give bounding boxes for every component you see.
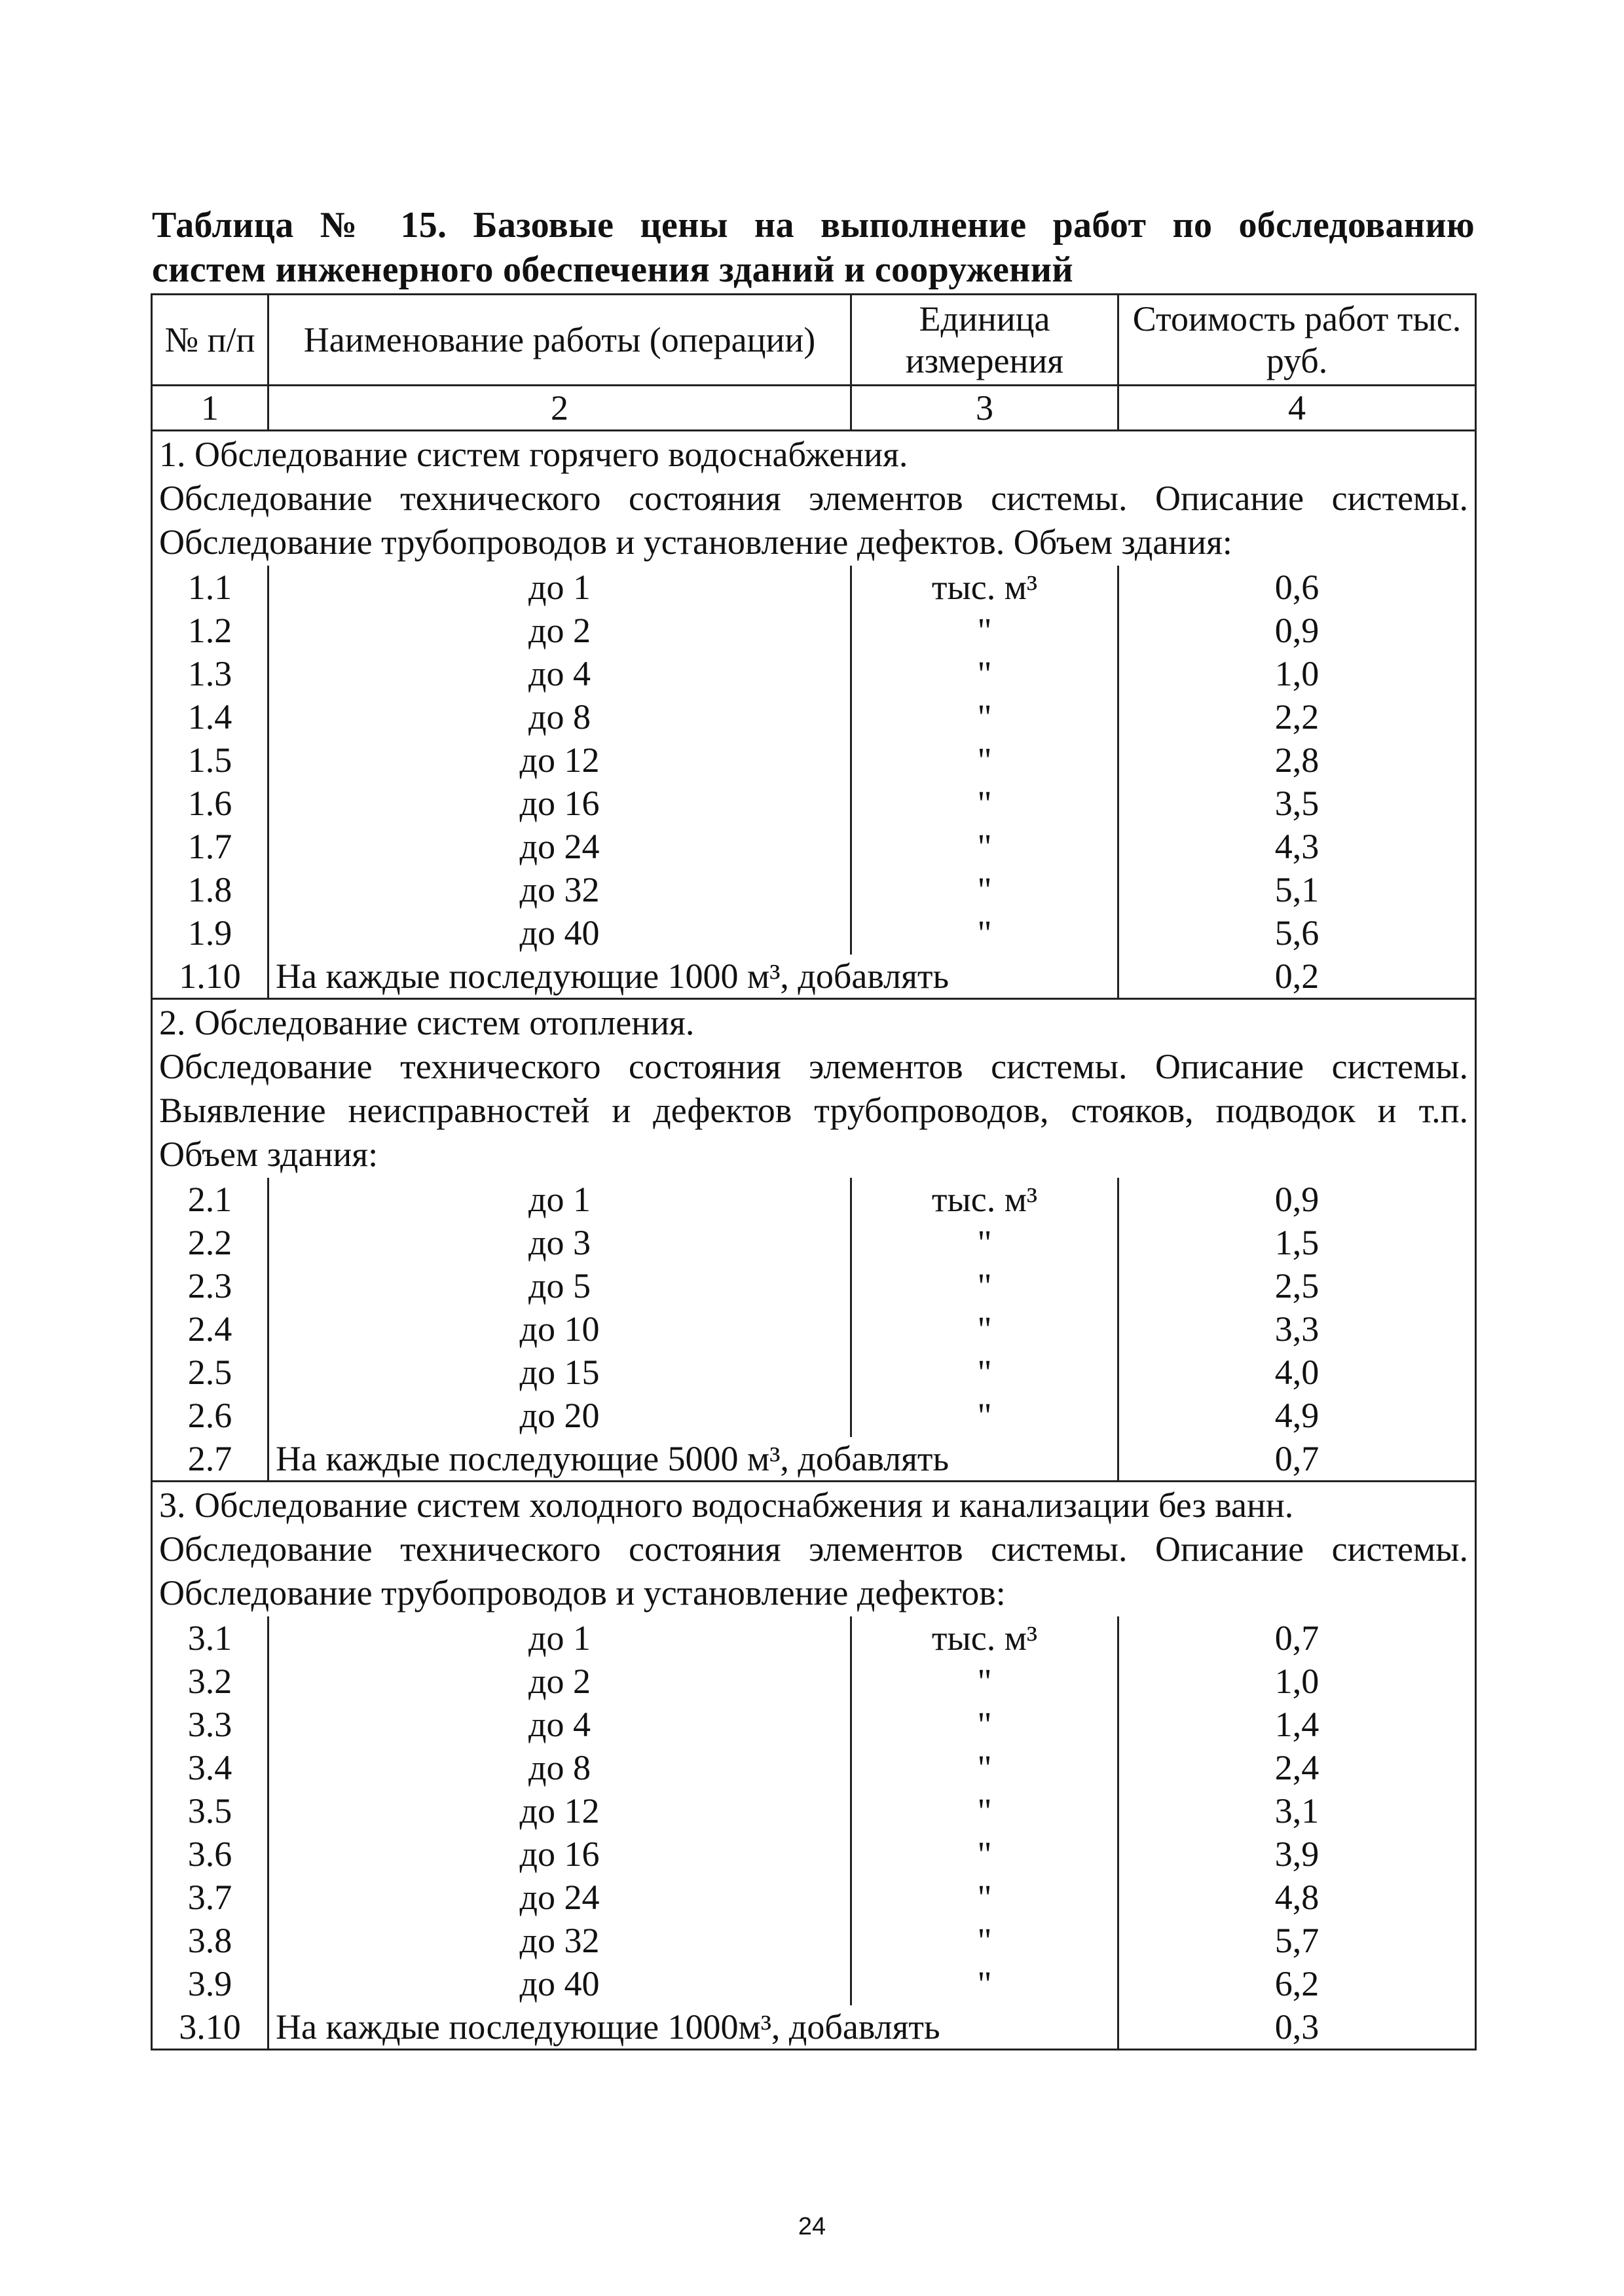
row-cost: 3,9 [1118,1832,1476,1876]
row-number: 1.8 [152,868,268,911]
row-unit: " [851,1832,1118,1876]
table-row [152,1660,1476,1703]
row-increment-text: На каждые последующие 1000м³, добавлять [268,2005,1118,2050]
header-work-name: Наименование работы (операции) [268,295,851,386]
row-number: 1.7 [152,825,268,868]
row-work-name: до 8 [268,1746,851,1789]
row-number: 3.2 [152,1660,268,1703]
row-work-name: до 40 [268,1962,851,2005]
row-cost: 4,3 [1118,825,1476,868]
row-unit: " [851,868,1118,911]
table-row [152,566,1476,609]
row-unit: " [851,1660,1118,1703]
table-row [152,1703,1476,1746]
row-number: 3.9 [152,1962,268,2005]
row-cost: 0,7 [1118,1616,1476,1660]
row-unit: " [851,1351,1118,1394]
page-number: 24 [798,2213,826,2240]
row-work-name: до 16 [268,782,851,825]
section-header-row [152,431,1476,566]
row-cost: 6,2 [1118,1962,1476,2005]
row-cost: 1,5 [1118,1221,1476,1264]
row-cost: 0,3 [1118,2005,1476,2050]
row-number: 1.2 [152,609,268,652]
table-row [152,1919,1476,1962]
row-number: 1.10 [152,955,268,999]
table-row [152,782,1476,825]
table-row-increment [152,955,1476,999]
row-unit: " [851,1307,1118,1351]
row-unit: " [851,1876,1118,1919]
row-cost: 0,2 [1118,955,1476,999]
row-work-name: до 12 [268,1789,851,1832]
row-work-name: до 24 [268,1876,851,1919]
row-work-name: до 12 [268,738,851,782]
table-row [152,609,1476,652]
row-unit: " [851,1703,1118,1746]
table-row [152,1832,1476,1876]
row-unit: " [851,695,1118,738]
row-work-name: до 32 [268,868,851,911]
row-increment-text: На каждые последующие 5000 м³, добавлять [268,1437,1118,1482]
row-cost: 4,0 [1118,1351,1476,1394]
row-unit: " [851,1221,1118,1264]
row-work-name: до 1 [268,1178,851,1221]
table-row [152,911,1476,955]
row-cost: 2,8 [1118,738,1476,782]
row-work-name: до 2 [268,609,851,652]
row-number: 3.4 [152,1746,268,1789]
table-row [152,695,1476,738]
row-unit: " [851,1746,1118,1789]
table-row [152,1616,1476,1660]
table-row [152,1178,1476,1221]
table-row [152,1789,1476,1832]
table-row [152,868,1476,911]
row-number: 2.5 [152,1351,268,1394]
row-number: 2.7 [152,1437,268,1482]
row-work-name: до 20 [268,1394,851,1437]
row-cost: 2,5 [1118,1264,1476,1307]
table-row [152,1394,1476,1437]
row-number: 2.3 [152,1264,268,1307]
row-number: 2.2 [152,1221,268,1264]
section-header-cell [152,999,1476,1178]
table-header-row [152,295,1476,386]
row-work-name: до 4 [268,1703,851,1746]
row-number: 2.4 [152,1307,268,1351]
table-title-line-1: Таблица № 15. Базовые цены на выполнение работ по обследованию [152,205,1475,246]
row-cost: 3,3 [1118,1307,1476,1351]
row-unit: " [851,1919,1118,1962]
row-number: 1.5 [152,738,268,782]
row-cost: 0,7 [1118,1437,1476,1482]
row-work-name: до 8 [268,695,851,738]
section-description: Обследование технического состояния элементов системы. Описание системы. Выявление неисправностей и дефектов трубопроводов, стояков, подводок и т.п. Объем здания: [159,1047,1468,1174]
row-cost: 2,4 [1118,1746,1476,1789]
section-title: 2. Обследование систем отопления. [159,1003,695,1042]
row-increment-text: На каждые последующие 1000 м³, добавлять [268,955,1118,999]
row-number: 1.6 [152,782,268,825]
row-number: 3.3 [152,1703,268,1746]
row-number: 3.8 [152,1919,268,1962]
row-unit: " [851,911,1118,955]
table-row [152,1876,1476,1919]
section-description: Обследование технического состояния элементов системы. Описание системы. Обследование трубопроводов и установление дефектов: [159,1529,1468,1613]
row-cost: 0,9 [1118,609,1476,652]
row-cost: 1,0 [1118,1660,1476,1703]
row-cost: 3,5 [1118,782,1476,825]
row-cost: 4,9 [1118,1394,1476,1437]
price-table-body [152,295,1476,2050]
table-row [152,1746,1476,1789]
row-number: 1.9 [152,911,268,955]
table-title-line-2: систем инженерного обеспечения зданий и сооружений [152,249,1073,290]
row-work-name: до 1 [268,1616,851,1660]
row-cost: 4,8 [1118,1876,1476,1919]
section-header-cell [152,431,1476,566]
table-row [152,825,1476,868]
row-unit: " [851,609,1118,652]
section-title: 3. Обследование систем холодного водоснабжения и канализации без ванн. [159,1485,1294,1525]
column-number: 1 [152,386,268,431]
header-cost: Стоимость работ тыс. руб. [1118,295,1476,386]
row-unit: " [851,1962,1118,2005]
table-row [152,652,1476,695]
row-work-name: до 32 [268,1919,851,1962]
row-unit: " [851,652,1118,695]
row-work-name: до 2 [268,1660,851,1703]
column-number: 2 [268,386,851,431]
row-work-name: до 1 [268,566,851,609]
row-cost: 5,1 [1118,868,1476,911]
row-number: 3.5 [152,1789,268,1832]
row-unit: " [851,1394,1118,1437]
row-cost: 1,0 [1118,652,1476,695]
row-unit: " [851,738,1118,782]
row-work-name: до 40 [268,911,851,955]
section-header-row [152,1482,1476,1617]
header-unit: Единица измерения [851,295,1118,386]
table-row [152,738,1476,782]
table-row-increment [152,2005,1476,2050]
table-row [152,1351,1476,1394]
row-unit: " [851,1264,1118,1307]
row-unit: тыс. м³ [851,566,1118,609]
row-number: 1.4 [152,695,268,738]
section-header-cell [152,1482,1476,1617]
row-number: 3.1 [152,1616,268,1660]
row-work-name: до 15 [268,1351,851,1394]
row-unit: тыс. м³ [851,1178,1118,1221]
header-number: № п/п [152,295,268,386]
section-description: Обследование технического состояния элементов системы. Описание системы. Обследование трубопроводов и установление дефектов. Объем здания: [159,479,1468,562]
row-number: 3.7 [152,1876,268,1919]
row-number: 2.6 [152,1394,268,1437]
row-cost: 5,7 [1118,1919,1476,1962]
row-number: 3.10 [152,2005,268,2050]
row-number: 1.1 [152,566,268,609]
column-number-row [152,386,1476,431]
section-title: 1. Обследование систем горячего водоснабжения. [159,435,908,474]
row-work-name: до 24 [268,825,851,868]
row-cost: 0,9 [1118,1178,1476,1221]
row-cost: 0,6 [1118,566,1476,609]
price-table [151,293,1477,2050]
table-row [152,1307,1476,1351]
table-row [152,1221,1476,1264]
row-work-name: до 10 [268,1307,851,1351]
row-cost: 5,6 [1118,911,1476,955]
row-cost: 2,2 [1118,695,1476,738]
row-work-name: до 5 [268,1264,851,1307]
table-row [152,1264,1476,1307]
row-unit: " [851,782,1118,825]
row-work-name: до 3 [268,1221,851,1264]
table-row [152,1962,1476,2005]
row-work-name: до 4 [268,652,851,695]
table-title [152,203,1475,292]
row-cost: 1,4 [1118,1703,1476,1746]
row-number: 3.6 [152,1832,268,1876]
row-unit: тыс. м³ [851,1616,1118,1660]
table-row-increment [152,1437,1476,1482]
row-number: 2.1 [152,1178,268,1221]
row-number: 1.3 [152,652,268,695]
section-header-row [152,999,1476,1178]
row-unit: " [851,825,1118,868]
column-number: 4 [1118,386,1476,431]
row-unit: " [851,1789,1118,1832]
row-cost: 3,1 [1118,1789,1476,1832]
row-work-name: до 16 [268,1832,851,1876]
column-number: 3 [851,386,1118,431]
